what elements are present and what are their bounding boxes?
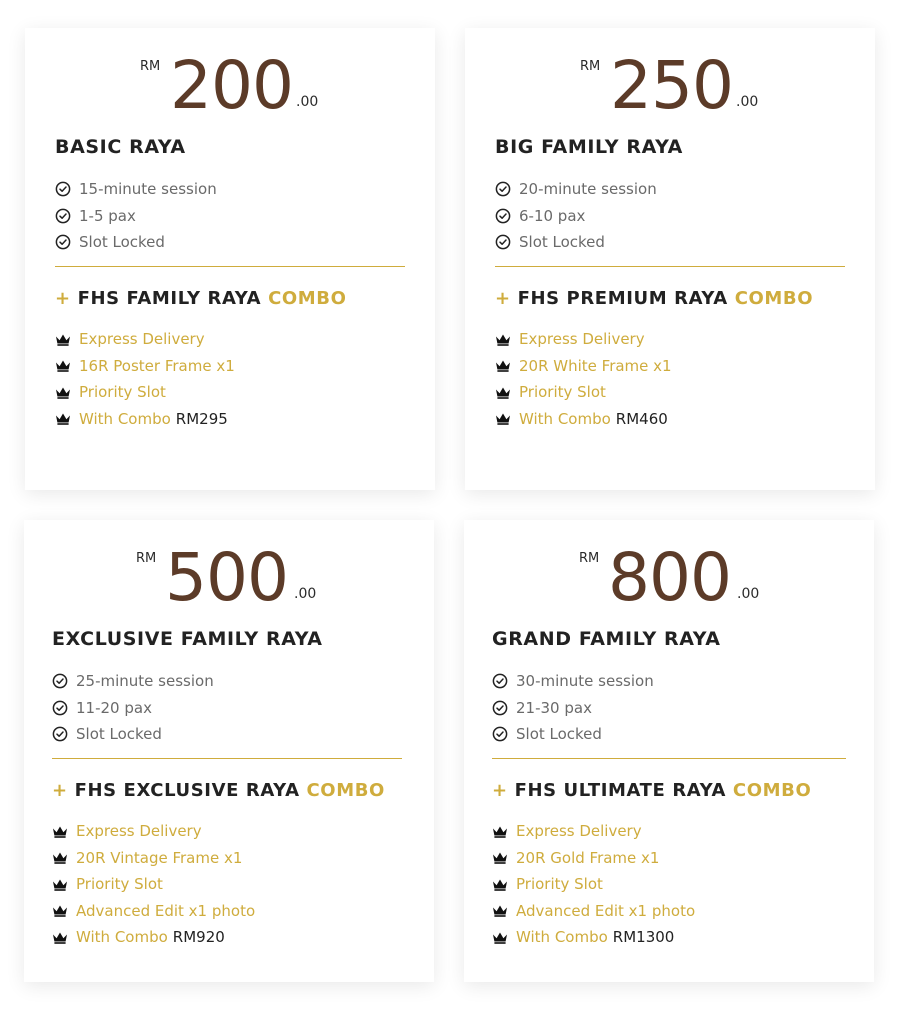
- feature-item: [495, 229, 657, 256]
- perk-label: With Combo: [516, 928, 608, 946]
- check-circle-icon: [55, 181, 71, 197]
- price-display: [464, 520, 874, 620]
- combo-heading: [492, 780, 811, 801]
- feature-label: Slot Locked: [79, 233, 165, 251]
- package-title: BASIC RAYA: [55, 136, 186, 158]
- feature-item: [492, 668, 654, 695]
- crown-icon: [55, 333, 71, 346]
- combo-price: RM920: [172, 928, 225, 946]
- crown-icon: [495, 386, 511, 399]
- perk-item: [492, 871, 695, 898]
- feature-label: 25-minute session: [76, 672, 214, 690]
- perk-item: [55, 353, 235, 380]
- perk-item: [492, 924, 695, 951]
- combo-plus: +: [492, 780, 508, 801]
- crown-icon: [492, 878, 508, 891]
- perk-label: Express Delivery: [519, 330, 645, 348]
- package-card-basic: [25, 28, 435, 490]
- check-circle-icon: [492, 700, 508, 716]
- perk-label: With Combo: [76, 928, 168, 946]
- package-card-exclusive: [24, 520, 434, 982]
- crown-icon: [492, 904, 508, 917]
- price-currency: RM: [580, 59, 601, 74]
- feature-label: 15-minute session: [79, 180, 217, 198]
- crown-icon: [52, 825, 68, 838]
- price-display: [24, 520, 434, 620]
- feature-item: [55, 176, 217, 203]
- combo-word: COMBO: [732, 780, 812, 801]
- perk-item: [52, 818, 255, 845]
- price-display: [465, 28, 875, 128]
- feature-list: [55, 176, 217, 256]
- perk-item: [52, 871, 255, 898]
- perk-label: Express Delivery: [76, 822, 202, 840]
- package-title: EXCLUSIVE FAMILY RAYA: [52, 628, 323, 650]
- price-cents: .00: [296, 94, 319, 110]
- crown-icon: [55, 386, 71, 399]
- perk-label: Advanced Edit x1 photo: [516, 901, 696, 920]
- feature-item: [52, 695, 214, 722]
- price-cents: .00: [737, 586, 760, 602]
- price-amount: 500: [165, 539, 288, 616]
- feature-label: 1-5 pax: [79, 206, 136, 225]
- perk-list: [492, 818, 695, 951]
- divider: [55, 266, 405, 267]
- combo-name: FHS EXCLUSIVE RAYA: [74, 780, 300, 801]
- perk-item: [492, 898, 695, 925]
- check-circle-icon: [492, 726, 508, 742]
- perk-item: [52, 845, 255, 872]
- perk-item: [492, 818, 695, 845]
- combo-heading: [495, 288, 813, 309]
- feature-list: [495, 176, 657, 256]
- crown-icon: [52, 904, 68, 917]
- combo-name: FHS ULTIMATE RAYA: [514, 780, 727, 801]
- perk-item: [55, 326, 235, 353]
- crown-icon: [495, 333, 511, 346]
- crown-icon: [52, 878, 68, 891]
- package-card-grand: [464, 520, 874, 982]
- price-currency: RM: [136, 551, 157, 566]
- perk-label: 20R Vintage Frame x1: [76, 848, 243, 867]
- price-cents: .00: [736, 94, 759, 110]
- check-circle-icon: [492, 673, 508, 689]
- package-title: GRAND FAMILY RAYA: [492, 628, 721, 650]
- divider: [52, 758, 402, 759]
- crown-icon: [495, 412, 511, 425]
- perk-item: [495, 379, 672, 406]
- crown-icon: [492, 931, 508, 944]
- price-display: [25, 28, 435, 128]
- price-amount: 250: [610, 47, 733, 124]
- perk-item: [52, 898, 255, 925]
- perk-list: [55, 326, 235, 432]
- combo-name: FHS FAMILY RAYA: [77, 288, 262, 309]
- price-amount: 800: [608, 539, 731, 616]
- crown-icon: [52, 931, 68, 944]
- check-circle-icon: [52, 700, 68, 716]
- perk-item: [495, 406, 672, 433]
- crown-icon: [492, 825, 508, 838]
- price-amount: 200: [170, 47, 293, 124]
- perk-list: [52, 818, 255, 951]
- feature-item: [55, 203, 217, 230]
- combo-word: COMBO: [734, 288, 814, 309]
- perk-label: Priority Slot: [519, 383, 606, 401]
- divider: [495, 266, 845, 267]
- divider: [492, 758, 846, 759]
- combo-plus: +: [495, 288, 511, 309]
- perk-item: [492, 845, 695, 872]
- check-circle-icon: [52, 726, 68, 742]
- feature-item: [492, 721, 654, 748]
- crown-icon: [492, 851, 508, 864]
- crown-icon: [52, 851, 68, 864]
- perk-label: 20R Gold Frame x1: [516, 848, 660, 867]
- feature-item: [495, 203, 657, 230]
- combo-plus: +: [52, 780, 68, 801]
- feature-label: 11-20 pax: [76, 698, 152, 717]
- feature-label: 30-minute session: [516, 672, 654, 690]
- perk-item: [55, 406, 235, 433]
- combo-name: FHS PREMIUM RAYA: [517, 288, 728, 309]
- package-card-big-family: [465, 28, 875, 490]
- feature-label: Slot Locked: [76, 725, 162, 743]
- feature-item: [52, 668, 214, 695]
- combo-price: RM295: [175, 409, 228, 428]
- perk-item: [495, 326, 672, 353]
- combo-plus: +: [55, 288, 71, 309]
- feature-list: [492, 668, 654, 748]
- feature-label: 20-minute session: [519, 180, 657, 198]
- check-circle-icon: [495, 234, 511, 250]
- combo-price: RM1300: [612, 928, 675, 946]
- price-currency: RM: [140, 59, 161, 74]
- feature-label: 21-30 pax: [516, 698, 592, 717]
- package-title: BIG FAMILY RAYA: [495, 136, 683, 158]
- check-circle-icon: [495, 208, 511, 224]
- price-currency: RM: [579, 551, 600, 566]
- crown-icon: [55, 412, 71, 425]
- perk-label: With Combo: [79, 409, 171, 428]
- check-circle-icon: [55, 234, 71, 250]
- perk-label: Express Delivery: [79, 330, 205, 348]
- feature-label: Slot Locked: [519, 233, 605, 251]
- feature-label: 6-10 pax: [519, 206, 586, 225]
- perk-label: Advanced Edit x1 photo: [76, 901, 256, 920]
- feature-list: [52, 668, 214, 748]
- feature-label: Slot Locked: [516, 725, 602, 743]
- check-circle-icon: [495, 181, 511, 197]
- feature-item: [495, 176, 657, 203]
- combo-heading: [52, 780, 385, 801]
- perk-label: Priority Slot: [516, 875, 603, 893]
- feature-item: [492, 695, 654, 722]
- perk-list: [495, 326, 672, 432]
- combo-word: COMBO: [268, 288, 347, 309]
- combo-price: RM460: [615, 409, 668, 428]
- perk-label: 20R White Frame x1: [519, 356, 672, 375]
- crown-icon: [55, 359, 71, 372]
- crown-icon: [495, 359, 511, 372]
- price-cents: .00: [294, 586, 317, 602]
- combo-word: COMBO: [306, 780, 385, 801]
- feature-item: [55, 229, 217, 256]
- perk-label: Priority Slot: [76, 875, 163, 893]
- perk-label: With Combo: [519, 409, 611, 428]
- perk-item: [55, 379, 235, 406]
- feature-item: [52, 721, 214, 748]
- perk-label: Priority Slot: [79, 383, 166, 401]
- combo-heading: [55, 288, 347, 309]
- perk-label: Express Delivery: [516, 822, 642, 840]
- perk-item: [52, 924, 255, 951]
- check-circle-icon: [55, 208, 71, 224]
- check-circle-icon: [52, 673, 68, 689]
- perk-item: [495, 353, 672, 380]
- perk-label: 16R Poster Frame x1: [79, 356, 235, 375]
